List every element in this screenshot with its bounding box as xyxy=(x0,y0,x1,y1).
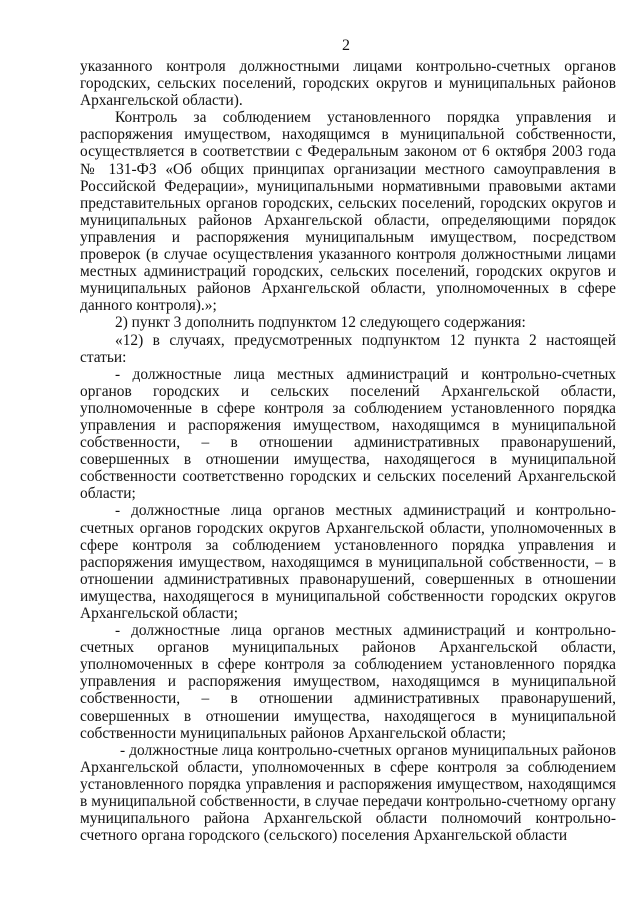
paragraph-amendment-point-2: 2) пункт 3 дополнить подпунктом 12 следующего содержания: xyxy=(115,314,526,332)
list-item-city-districts: - должностные лица органов местных администраций и контрольно-счетных органов городских округов Архангельской области, уполномоченных в сфере контроля за соблюдением установленного порядка управления и распоряжения имуществом, находящимся в муниципальной собственности, – в отношении административных правонарушений, совершенных в отношении имущества, находящегося в муниципальной собственности городских округов Архангельской области; xyxy=(80,502,616,622)
list-item-audit-bodies: - должностные лица контрольно-счетных органов муниципальных районов Архангельской области, уполномоченных в сфере контроля за соблюдением установленного порядка управления и распоряжения имуществом, находящимся в муниципальной собственности, в случае передачи контрольно-счетному органу муниципального района Архангельской области полномочий контрольно-счетного органа городского (сельского) поселения Архангельской области xyxy=(80,741,616,845)
paragraph-continuation: указанного контроля должностными лицами контрольно-счетных органов городских, сельских поселений, городских округов и муниципальных районов Архангельской области). xyxy=(80,58,616,110)
page-number: 2 xyxy=(342,37,350,54)
paragraph-subpoint-12: «12) в случаях, предусмотренных подпунктом 12 пункта 2 настоящей статьи: xyxy=(80,331,616,366)
list-item-settlements: - должностные лица местных администраций и контрольно-счетных органов городских и сельских поселений Архангельской области, уполномоченные в сфере контроля за соблюдением установленного порядка управления и распоряжения имуществом, находящимся в муниципальной собственности, – в отношении административных правонарушений, совершенных в отношении имущества, находящегося в муниципальной собственности соответственно городских и сельских поселений Архангельской области; xyxy=(80,365,616,503)
list-item-municipal-districts: - должностные лица органов местных администраций и контрольно-счетных органов муниципальных районов Архангельской области, уполномоченных в сфере контроля за соблюдением установленного порядка управления и распоряжения имуществом, находящимся в муниципальной собственности, – в отношении административных правонарушений, совершенных в отношении имущества, находящегося в муниципальной собственности муниципальных районов Архангельской области; xyxy=(80,622,616,742)
paragraph-control-description: Контроль за соблюдением установленного порядка управления и распоряжения имуществом, находящимся в муниципальной собственности, осуществляется в соответствии с Федеральным законом от 6 октября 2003 года № 131-ФЗ «Об общих принципах организации местного самоуправления в Российской Федерации», муниципальными нормативными правовыми актами представительных органов городских, сельских поселений, городских округов и муниципальных районов Архангельской области, определяющими порядок управления и распоряжения муниципальным имуществом, посредством проверок (в случае осуществления указанного контроля должностными лицами местных администраций городских, сельских поселений, городских округов и муниципальных районов Архангельской области, уполномоченных в сфере данного контроля).»; xyxy=(80,109,616,315)
